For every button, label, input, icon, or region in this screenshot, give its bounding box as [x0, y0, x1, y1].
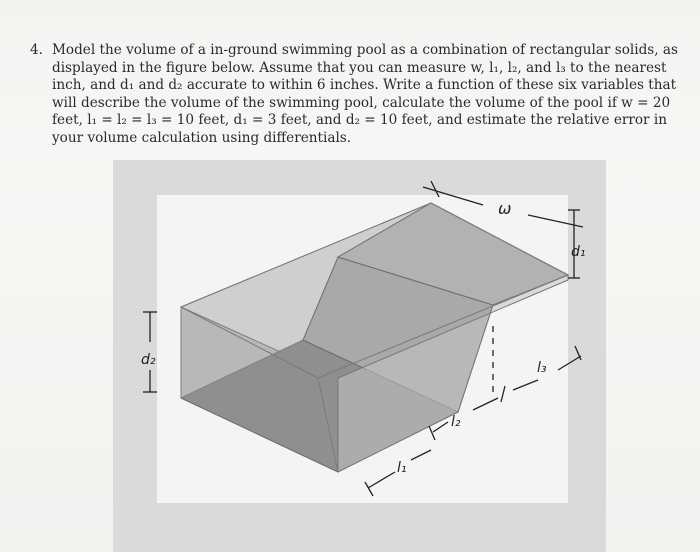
l3-label: l₃	[537, 360, 547, 376]
problem-line-5: feet, l₁ = l₂ = l₃ = 10 feet, d₁ = 3 feet, and d₂ = 10 feet, and estimate the relative error in	[52, 112, 667, 129]
problem-statement	[30, 42, 678, 148]
problem-line-6: your volume calculation using differentials.	[52, 129, 352, 146]
problem-line-2: displayed in the figure below. Assume that you can measure w, l₁, l₂, and l₃ to the nearest	[52, 59, 667, 76]
d2-label: d₂	[141, 352, 156, 368]
problem-number: 4.	[30, 42, 43, 58]
pool-diagram	[113, 160, 606, 552]
w-label: ω	[498, 199, 512, 218]
d2-dimension	[141, 312, 157, 392]
l1-label: l₁	[397, 460, 407, 476]
d1-label: d₁	[571, 244, 586, 260]
l2-label: l₂	[451, 414, 461, 430]
pool-figure	[113, 160, 606, 552]
problem-line-4: will describe the volume of the swimming pool, calculate the volume of the pool if w = 20	[52, 94, 671, 111]
problem-line-1: Model the volume of a in-ground swimming pool as a combination of rectangular solids, as	[52, 42, 678, 58]
problem-line-3: inch, and d₁ and d₂ accurate to within 6 inches. Write a function of these six variables that	[52, 77, 677, 94]
d1-dimension	[568, 210, 586, 278]
